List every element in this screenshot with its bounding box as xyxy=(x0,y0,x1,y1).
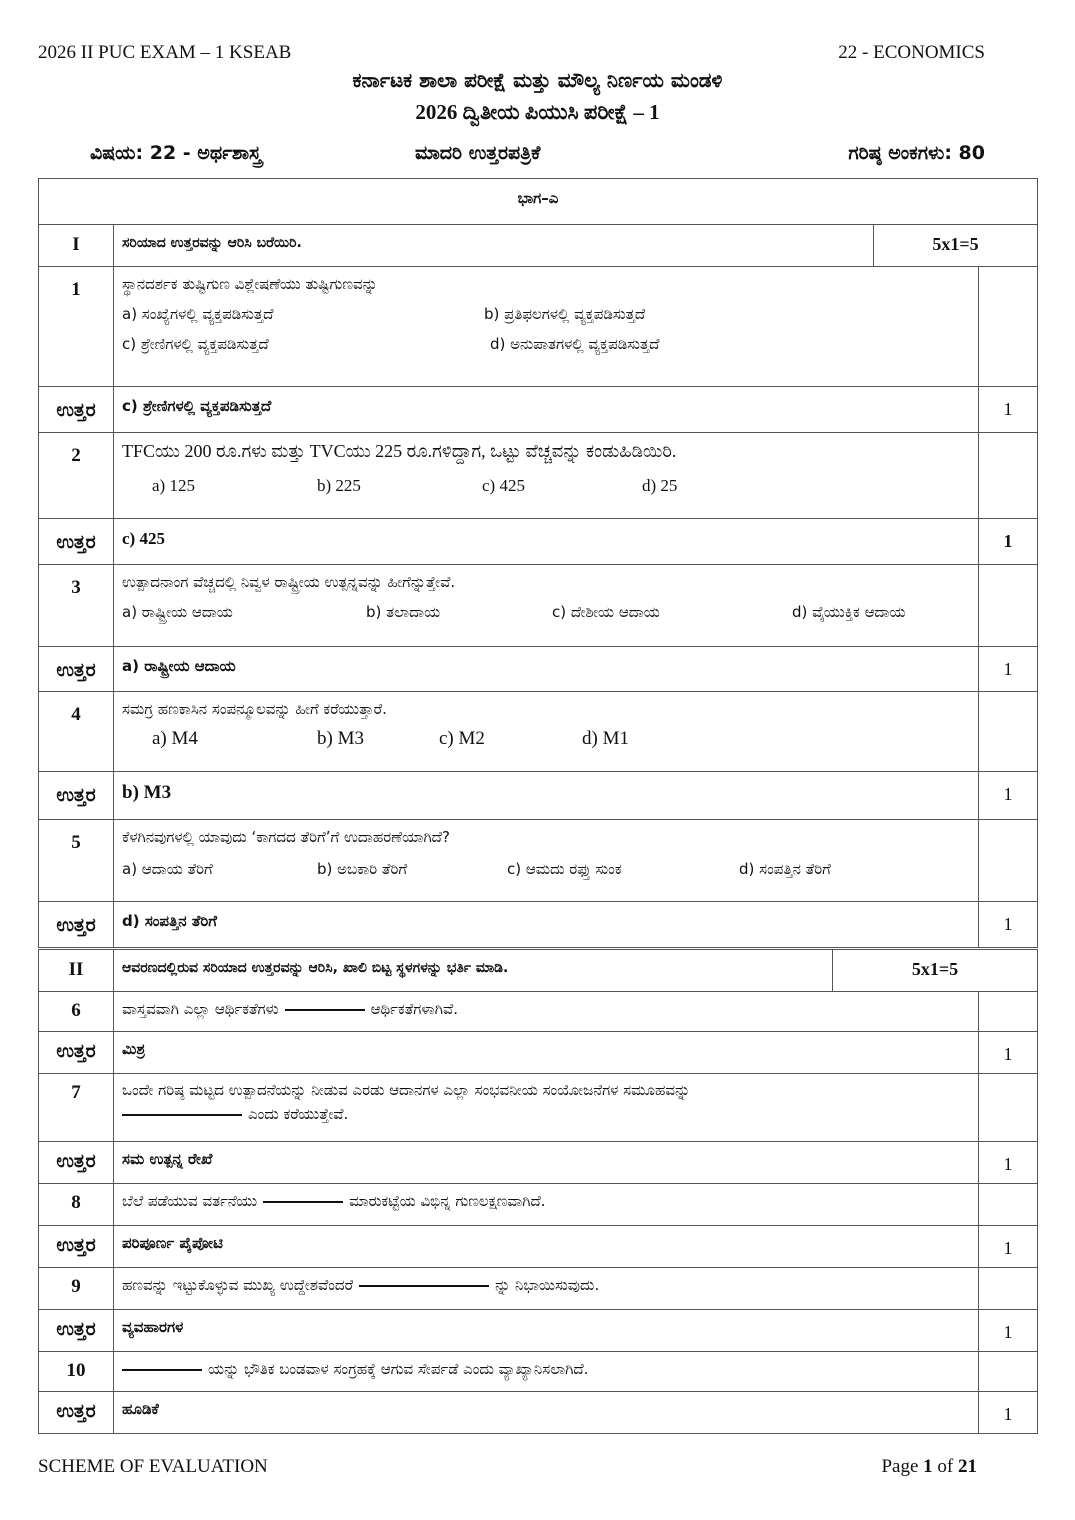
question-number: 9 xyxy=(39,1268,114,1310)
answer-text: ವ್ಯವಹಾರಗಳ xyxy=(114,1310,979,1352)
question-row xyxy=(39,692,1038,772)
option-a: a) ಸಂಖ್ಯೆಗಳಲ್ಲಿ ವ್ಯಕ್ತಪಡಿಸುತ್ತದೆ xyxy=(122,305,274,323)
option-b: b) M3 xyxy=(317,728,364,749)
question-cell xyxy=(114,992,979,1032)
question-cell xyxy=(114,1268,979,1310)
answer-label: ಉತ್ತರ xyxy=(39,1142,114,1184)
blank-line xyxy=(263,1201,343,1203)
question-cell xyxy=(114,565,979,647)
section-1-row xyxy=(39,225,1038,267)
question-text: TFCಯು 200 ರೂ.ಗಳು ಮತ್ತು TVCಯು 225 ರೂ.ಗಳಿದ್ದಾಗ, ಒಟ್ಟು ವೆಚ್ಚವನ್ನು ಕಂಡುಹಿಡಿಯಿರಿ. xyxy=(122,441,677,461)
option-b: b) 225 xyxy=(317,476,361,495)
question-row xyxy=(39,1184,1038,1226)
answer-label: ಉತ್ತರ xyxy=(39,1310,114,1352)
question-cell xyxy=(114,1184,979,1226)
answer-label: ಉತ್ತರ xyxy=(39,647,114,692)
option-a: a) ಆದಾಯ ತೆರಿಗೆ xyxy=(122,860,213,878)
question-text-before: ಒಂದೇ ಗರಿಷ್ಠ ಮಟ್ಟದ ಉತ್ಪಾದನೆಯನ್ನು ನೀಡುವ ಎರಡು ಆದಾನಗಳ ಎಲ್ಲಾ ಸಂಭವನೀಯ ಸಂಯೋಜನೆಗಳ ಸಮೂಹವನ್ನು xyxy=(122,1081,691,1099)
question-text-after: ಎಂದು ಕರೆಯುತ್ತೇವೆ. xyxy=(248,1105,349,1123)
part-heading: ಭಾಗ–ಎ xyxy=(39,179,1038,225)
question-text-before: ಬೆಲೆ ಪಡೆಯುವ ವರ್ತನೆಯು xyxy=(122,1192,258,1210)
answer-text: b) M3 xyxy=(114,772,979,820)
blank-line xyxy=(285,1009,365,1011)
answer-row xyxy=(39,902,1038,948)
answer-label: ಉತ್ತರ xyxy=(39,1392,114,1434)
option-a: a) 125 xyxy=(152,476,195,495)
answer-mark: 1 xyxy=(979,1392,1038,1434)
answer-label: ಉತ್ತರ xyxy=(39,1226,114,1268)
blank-line xyxy=(359,1285,489,1287)
footer-scheme: SCHEME OF EVALUATION xyxy=(38,1456,268,1477)
option-c: c) ಆಮದು ರಫ್ತು ಸುಂಕ xyxy=(507,860,622,878)
answer-row xyxy=(39,647,1038,692)
option-c: c) ದೇಶೀಯ ಆದಾಯ xyxy=(552,603,660,621)
mark-cell xyxy=(979,1268,1038,1310)
option-c: c) M2 xyxy=(439,728,485,749)
option-c: c) ಶ್ರೇಣಿಗಳಲ್ಲಿ ವ್ಯಕ್ತಪಡಿಸುತ್ತದೆ xyxy=(122,335,269,353)
answer-mark: 1 xyxy=(979,519,1038,565)
page-total: 21 xyxy=(958,1456,977,1477)
answer-row xyxy=(39,1392,1038,1434)
question-text: ಸ್ಥಾನದರ್ಶಕ ತುಷ್ಟಿಗುಣ ವಿಶ್ಲೇಷಣೆಯು ತುಷ್ಟಿಗುಣವನ್ನು xyxy=(122,275,378,293)
page-of: of xyxy=(937,1456,954,1477)
answer-text: ಮಿಶ್ರ xyxy=(114,1032,979,1074)
subject-label: ವಿಷಯ: 22 - ಅರ್ಥಶಾಸ್ತ್ರ xyxy=(90,142,262,164)
mark-cell xyxy=(979,433,1038,519)
question-cell xyxy=(114,1074,979,1142)
board-title: ಕರ್ನಾಟಕ ಶಾಲಾ ಪರೀಕ್ಷೆ ಮತ್ತು ಮೌಲ್ಯ ನಿರ್ಣಯ ಮಂಡಳಿ xyxy=(352,68,723,92)
question-text: ಕೆಳಗಿನವುಗಳಲ್ಲಿ ಯಾವುದು ‘ಕಾಗದದ ತೆರಿಗೆ’ಗೆ ಉದಾಹರಣೆಯಾಗಿದೆ? xyxy=(122,828,450,846)
option-a: a) ರಾಷ್ಟ್ರೀಯ ಆದಾಯ xyxy=(122,603,233,621)
answer-label: ಉತ್ತರ xyxy=(39,772,114,820)
option-b: b) ಅಬಕಾರಿ ತೆರಿಗೆ xyxy=(317,860,408,878)
mark-cell xyxy=(979,1352,1038,1392)
mark-cell xyxy=(979,992,1038,1032)
section-number: II xyxy=(39,950,114,992)
section-marks: 5x1=5 xyxy=(833,950,1038,992)
mark-cell xyxy=(979,267,1038,387)
question-row xyxy=(39,1268,1038,1310)
answer-label: ಉತ್ತರ xyxy=(39,387,114,433)
option-c: c) 425 xyxy=(482,476,525,495)
section-instruction: ಸರಿಯಾದ ಉತ್ತರವನ್ನು ಆರಿಸಿ ಬರೆಯಿರಿ. xyxy=(114,225,874,267)
blank-line xyxy=(122,1369,202,1371)
answer-mark: 1 xyxy=(979,772,1038,820)
question-number: 2 xyxy=(39,433,114,519)
answer-mark: 1 xyxy=(979,1226,1038,1268)
question-text-after: ನ್ನು ನಿಭಾಯಿಸುವುದು. xyxy=(495,1276,600,1294)
mark-cell xyxy=(979,565,1038,647)
answer-text: c) 425 xyxy=(114,519,979,565)
answer-scheme-table-2 xyxy=(38,949,1038,1434)
answer-row xyxy=(39,1032,1038,1074)
question-text-after: ಮಾರುಕಟ್ಟೆಯ ವಿಭಿನ್ನ ಗುಣಲಕ್ಷಣವಾಗಿದೆ. xyxy=(349,1192,546,1210)
question-cell xyxy=(114,1352,979,1392)
blank-line xyxy=(122,1114,242,1116)
question-number: 1 xyxy=(39,267,114,387)
answer-label: ಉತ್ತರ xyxy=(39,902,114,948)
question-number: 4 xyxy=(39,692,114,772)
question-text: ಸಮಗ್ರ ಹಣಕಾಸಿನ ಸಂಪನ್ಮೂಲವನ್ನು ಹೀಗೆ ಕರೆಯುತ್ತಾರೆ. xyxy=(122,700,387,718)
answer-text: ಹೂಡಿಕೆ xyxy=(114,1392,979,1434)
answer-row xyxy=(39,1310,1038,1352)
answer-text: d) ಸಂಪತ್ತಿನ ತೆರಿಗೆ xyxy=(114,902,979,948)
question-cell xyxy=(114,820,979,902)
mark-cell xyxy=(979,1074,1038,1142)
section-2-row xyxy=(39,950,1038,992)
option-b: b) ತಲಾದಾಯ xyxy=(366,603,441,621)
section-number: I xyxy=(39,225,114,267)
question-row xyxy=(39,1074,1038,1142)
question-number: 7 xyxy=(39,1074,114,1142)
question-number: 8 xyxy=(39,1184,114,1226)
question-cell xyxy=(114,692,979,772)
answer-mark: 1 xyxy=(979,1142,1038,1184)
page-prefix: Page xyxy=(881,1456,919,1477)
question-number: 5 xyxy=(39,820,114,902)
answer-mark: 1 xyxy=(979,1032,1038,1074)
question-number: 6 xyxy=(39,992,114,1032)
answer-row xyxy=(39,519,1038,565)
exam-title: 2026 ದ್ವಿತೀಯ ಪಿಯುಸಿ ಪರೀಕ್ಷೆ – 1 xyxy=(415,100,660,124)
question-row xyxy=(39,565,1038,647)
answer-text: a) ರಾಷ್ಟ್ರೀಯ ಆದಾಯ xyxy=(114,647,979,692)
answer-label: ಉತ್ತರ xyxy=(39,519,114,565)
question-row xyxy=(39,1352,1038,1392)
answer-row xyxy=(39,772,1038,820)
answer-text: ಸಮ ಉತ್ಪನ್ನ ರೇಖೆ xyxy=(114,1142,979,1184)
question-number: 3 xyxy=(39,565,114,647)
answer-row xyxy=(39,387,1038,433)
page-current: 1 xyxy=(923,1456,933,1477)
option-d: d) M1 xyxy=(582,728,629,749)
question-number: 10 xyxy=(39,1352,114,1392)
footer-page-number xyxy=(881,1456,977,1478)
answer-mark: 1 xyxy=(979,647,1038,692)
header-exam-code: 2026 II PUC EXAM – 1 KSEAB xyxy=(38,42,292,63)
question-text-before: ಹಣವನ್ನು ಇಟ್ಟುಕೊಳ್ಳುವ ಮುಖ್ಯ ಉದ್ದೇಶವೆಂದರೆ xyxy=(122,1276,354,1294)
section-instruction: ಆವರಣದಲ್ಲಿರುವ ಸರಿಯಾದ ಉತ್ತರವನ್ನು ಆರಿಸಿ, ಖಾಲಿ ಬಿಟ್ಟ ಸ್ಥಳಗಳನ್ನು ಭರ್ತಿ ಮಾಡಿ. xyxy=(114,950,833,992)
question-row xyxy=(39,267,1038,387)
question-row xyxy=(39,820,1038,902)
question-text: ಉತ್ಪಾದನಾಂಗ ವೆಚ್ಚದಲ್ಲಿ ನಿವ್ವಳ ರಾಷ್ಟ್ರೀಯ ಉತ್ಪನ್ನವನ್ನು ಹೀಗೆನ್ನುತ್ತೇವೆ. xyxy=(122,573,456,591)
header-subject-code: 22 - ECONOMICS xyxy=(838,42,985,63)
question-row xyxy=(39,433,1038,519)
option-d: d) 25 xyxy=(642,476,678,495)
answer-mark: 1 xyxy=(979,1310,1038,1352)
answer-label: ಉತ್ತರ xyxy=(39,1032,114,1074)
answer-mark: 1 xyxy=(979,387,1038,433)
mark-cell xyxy=(979,1184,1038,1226)
question-text-after: ಆರ್ಥಿಕತೆಗಳಾಗಿವೆ. xyxy=(370,1000,459,1018)
answer-mark: 1 xyxy=(979,902,1038,948)
document-type: ಮಾದರಿ ಉತ್ತರಪತ್ರಿಕೆ xyxy=(415,142,541,164)
option-d: d) ಅನುಪಾತಗಳಲ್ಲಿ ವ್ಯಕ್ತಪಡಿಸುತ್ತದೆ xyxy=(490,335,660,353)
mark-cell xyxy=(979,820,1038,902)
question-text-before: ವಾಸ್ತವವಾಗಿ ಎಲ್ಲಾ ಆರ್ಥಿಕತೆಗಳು xyxy=(122,1000,279,1018)
option-d: d) ವೈಯುಕ್ತಿಕ ಆದಾಯ xyxy=(792,603,906,621)
mark-cell xyxy=(979,692,1038,772)
max-marks: ಗರಿಷ್ಠ ಅಂಕಗಳು: 80 xyxy=(848,142,985,164)
question-row xyxy=(39,992,1038,1032)
section-marks: 5x1=5 xyxy=(874,225,1038,267)
option-d: d) ಸಂಪತ್ತಿನ ತೆರಿಗೆ xyxy=(739,860,831,878)
answer-row xyxy=(39,1142,1038,1184)
question-cell xyxy=(114,267,979,387)
question-text-after: ಯನ್ನು ಭೌತಿಕ ಬಂಡವಾಳ ಸಂಗ್ರಹಕ್ಕೆ ಆಗುವ ಸೇರ್ಪಡೆ ಎಂದು ವ್ಯಾಖ್ಯಾನಿಸಲಾಗಿದೆ. xyxy=(208,1360,589,1378)
option-a: a) M4 xyxy=(152,728,198,749)
answer-row xyxy=(39,1226,1038,1268)
option-b: b) ಪ್ರತಿಫಲಗಳಲ್ಲಿ ವ್ಯಕ್ತಪಡಿಸುತ್ತದೆ xyxy=(484,305,646,323)
answer-text: c) ಶ್ರೇಣಿಗಳಲ್ಲಿ ವ್ಯಕ್ತಪಡಿಸುತ್ತದೆ xyxy=(114,387,979,433)
question-cell xyxy=(114,433,979,519)
answer-scheme-table xyxy=(38,178,1038,948)
answer-text: ಪರಿಪೂರ್ಣ ಪೈಪೋಟಿ xyxy=(114,1226,979,1268)
